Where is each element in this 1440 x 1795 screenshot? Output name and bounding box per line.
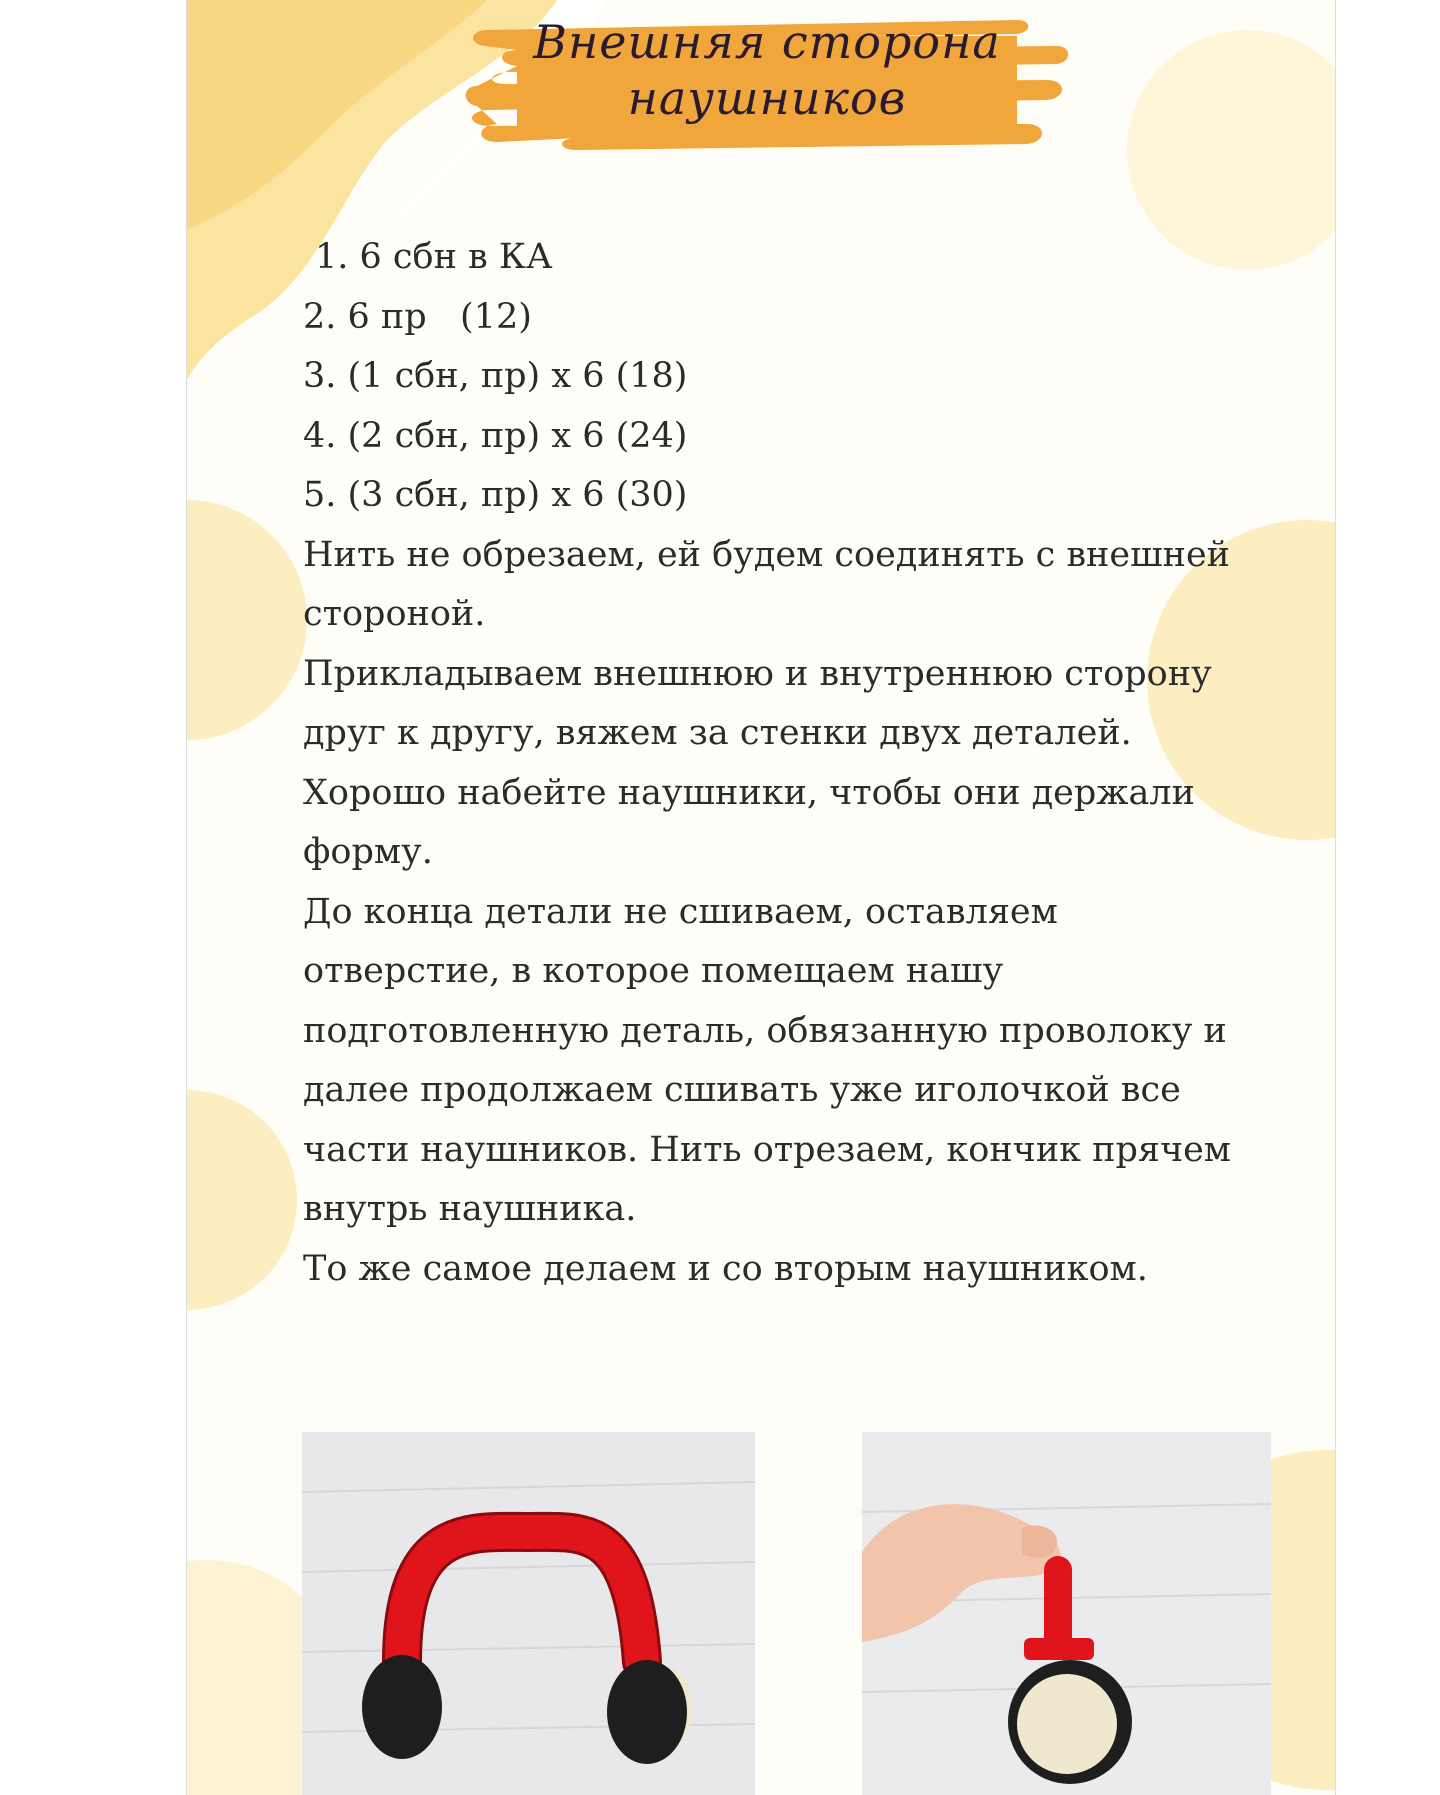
instructions xyxy=(303,228,1263,1299)
paragraph-stuff: Хорошо набейте наушники, чтобы они держали форму. xyxy=(303,772,1195,872)
hand-earcup-illustration xyxy=(862,1432,1271,1795)
step-4: 4. (2 сбн, пр) х 6 (24) xyxy=(303,415,688,456)
paragraph-thread: Нить не обрезаем, ей будем соединять с внешней стороной. xyxy=(303,534,1231,634)
paragraph-second: То же самое делаем и со вторым наушником. xyxy=(303,1248,1148,1289)
paragraph-join: Прикладываем внешнюю и внутреннюю сторону друг к другу, вяжем за стенки двух деталей. xyxy=(303,653,1212,753)
headphones-photo xyxy=(302,1432,755,1795)
step-5: 5. (3 сбн, пр) х 6 (30) xyxy=(303,475,688,515)
page-title xyxy=(457,14,1077,126)
paragraph-sew: До конца детали не сшиваем, оставляем отверстие, в которое помещаем нашу подготовленную деталь, обвязанную проволоку и далее продолжаем сшивать уже иголочкой все части наушников. Нить отрезаем, кончик прячем внутрь наушника. xyxy=(303,891,1232,1229)
title-line-2: наушников xyxy=(627,71,907,125)
title-line-1: Внешняя сторона xyxy=(533,15,1001,69)
hand-holding-earcup-photo xyxy=(862,1432,1271,1795)
step-1: 1. 6 сбн в КА xyxy=(315,237,553,277)
headphones-illustration xyxy=(302,1432,755,1795)
step-3: 3. (1 сбн, пр) х 6 (18) xyxy=(303,356,688,396)
right-frame-edge xyxy=(1335,0,1336,1795)
pattern-page xyxy=(187,0,1335,1795)
step-2: 2. 6 пр (12) xyxy=(303,296,532,337)
